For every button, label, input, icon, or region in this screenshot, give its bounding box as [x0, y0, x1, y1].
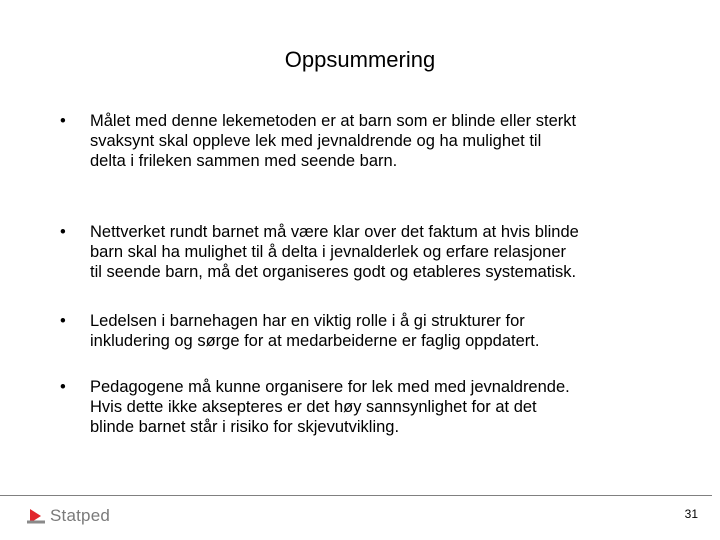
bullet-line: inkludering og sørge for at medarbeiderne er faglig oppdatert.	[90, 332, 540, 350]
bullet-glyph: •	[60, 223, 66, 241]
bullet-glyph: •	[60, 112, 66, 130]
statped-logo-icon	[26, 506, 46, 526]
bullet-item	[60, 222, 670, 284]
bullet-line: Ledelsen i barnehagen har en viktig rolle i å gi strukturer for	[90, 312, 525, 330]
bullet-text	[90, 377, 670, 437]
bullet-line: Nettverket rundt barnet må være klar over det faktum at hvis blinde	[90, 223, 579, 241]
bullet-line: Pedagogene må kunne organisere for lek med med jevnaldrende.	[90, 378, 570, 396]
bullet-text	[90, 111, 670, 171]
footer-divider	[0, 495, 712, 496]
bullet-line: blinde barnet står i risiko for skjevutvikling.	[90, 418, 400, 436]
bullet-item	[60, 311, 670, 353]
bullet-item	[60, 111, 670, 173]
slide-title: Oppsummering	[284, 47, 436, 72]
bullet-text	[90, 222, 670, 282]
bullet-glyph: •	[60, 378, 66, 396]
bullet-line: Målet med denne lekemetoden er at barn som er blinde eller sterkt	[90, 112, 577, 130]
bullet-item	[60, 377, 670, 439]
bullet-line: delta i frileken sammen med seende barn.	[90, 152, 398, 170]
bullet-line: svaksynt skal oppleve lek med jevnaldrende og ha mulighet til	[90, 132, 542, 150]
bullet-line: barn skal ha mulighet til å delta i jevnalderlek og erfare relasjoner	[90, 243, 567, 261]
bullet-glyph: •	[60, 312, 66, 330]
bullet-line: til seende barn, må det organiseres godt og etableres systematisk.	[90, 263, 577, 281]
logo-wordmark: Statped	[50, 506, 111, 525]
page-number: 31	[684, 507, 698, 521]
bullet-line: Hvis dette ikke aksepteres er det høy sannsynlighet for at det	[90, 398, 537, 416]
bullet-text	[90, 311, 670, 351]
statped-logo	[26, 505, 110, 527]
